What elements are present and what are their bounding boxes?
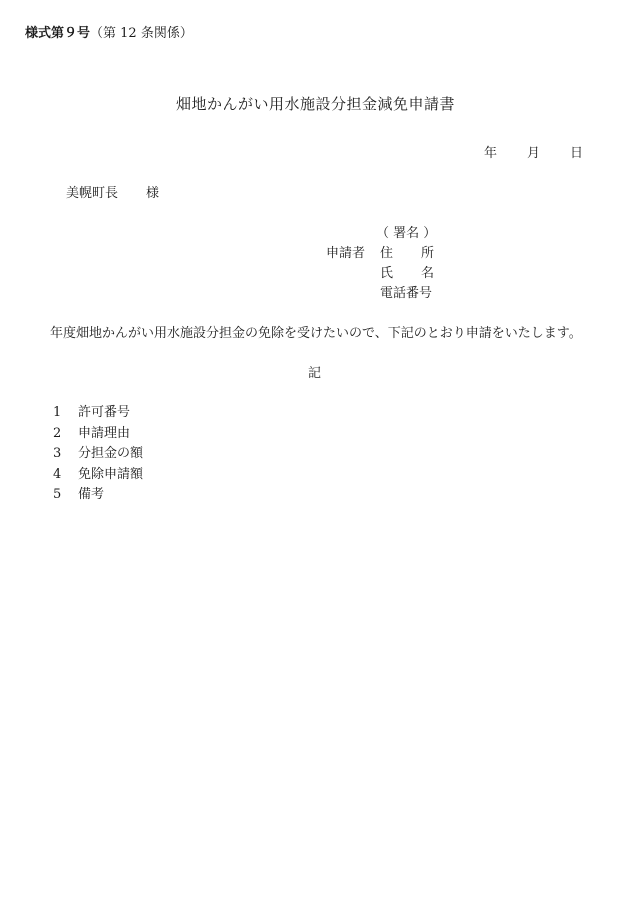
item-label: 許可番号 [78,405,131,420]
recipient-honorific: 様 [146,186,160,201]
item-number: 5 [53,487,62,502]
date-year-label: 年 [484,146,498,161]
list-item [53,467,143,488]
item-label: 免除申請額 [78,466,144,482]
form-number [25,26,193,42]
article-reference: （第 12 条関係） [90,26,193,41]
form-number-label: 様式第９号 [25,26,91,41]
item-number: 2 [53,425,62,441]
recipient-name: 美幌町長 [66,186,119,201]
list-item [53,446,143,467]
item-list [53,405,143,508]
item-label: 備考 [78,487,105,502]
address-label-char-2: 所 [421,246,435,261]
document-title: 畑地かんがい用水施設分担金減免申請書 [176,95,456,113]
applicant-label: 申請者 [326,246,366,261]
ki-heading: 記 [308,366,322,381]
name-label [380,266,434,282]
name-label-char-2: 名 [421,266,435,281]
list-item [53,487,143,508]
address-label-char-1: 住 [380,246,394,261]
date-day-label: 日 [570,146,584,161]
item-number: 1 [53,405,62,420]
name-label-char-1: 氏 [380,266,394,281]
list-item [53,405,143,426]
phone-label: 電話番号 [380,286,433,301]
address-label [380,246,434,262]
item-number: 3 [53,446,62,461]
date-line [484,146,583,162]
list-item [53,426,143,447]
signature-note: （ 署名 ） [376,226,437,241]
date-month-label: 月 [527,146,541,161]
item-label: 申請理由 [78,425,131,441]
item-label: 分担金の額 [78,446,144,461]
body-paragraph: 年度畑地かんがい用水施設分担金の免除を受けたいので、下記のとおり申請をいたします。 [50,326,582,341]
recipient [66,186,159,202]
item-number: 4 [53,466,62,482]
